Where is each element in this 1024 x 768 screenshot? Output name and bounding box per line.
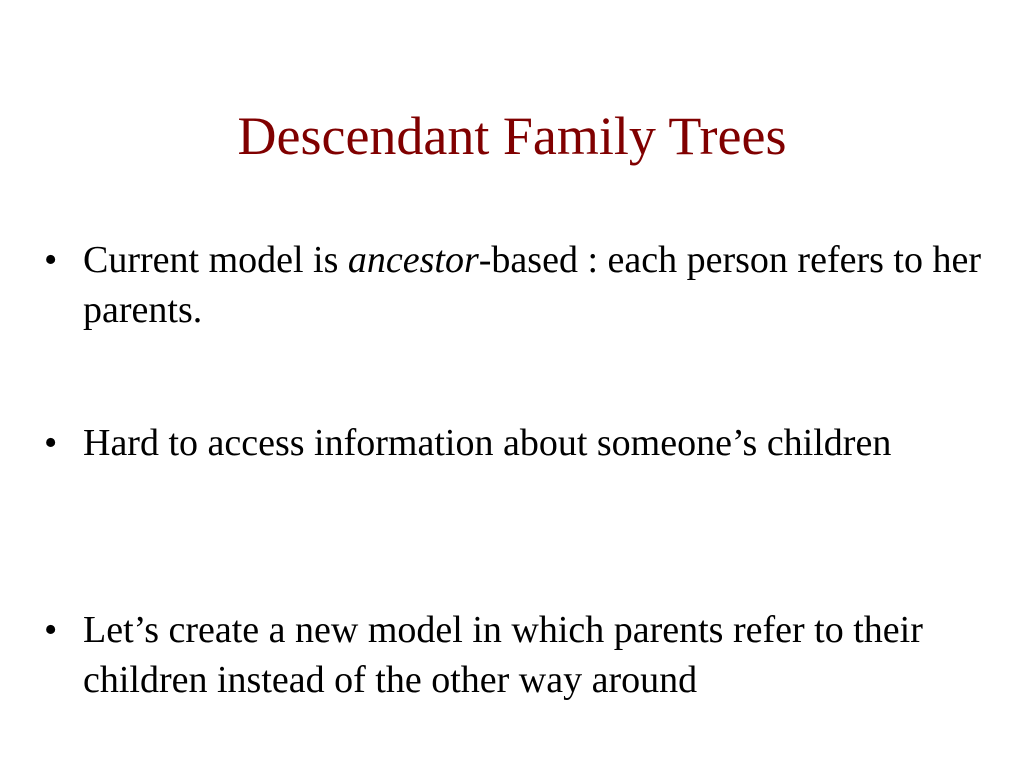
bullet-text xyxy=(83,235,983,335)
slide-title: Descendant Family Trees xyxy=(237,106,787,166)
bullet-text-emphasis: ancestor xyxy=(347,239,479,281)
bullet-icon: • xyxy=(44,609,58,651)
bullet-icon: • xyxy=(44,422,58,464)
bullet-text: Hard to access information about someone’s children xyxy=(83,422,892,464)
bullet-text: Let’s create a new model in which parents refer to their children instead of the other way around xyxy=(83,609,923,701)
bullet-text-lead: Current model is xyxy=(83,239,348,281)
bullet-icon: • xyxy=(44,239,58,281)
bullet-text-rest: -based : each person refers to her parents. xyxy=(83,239,981,331)
